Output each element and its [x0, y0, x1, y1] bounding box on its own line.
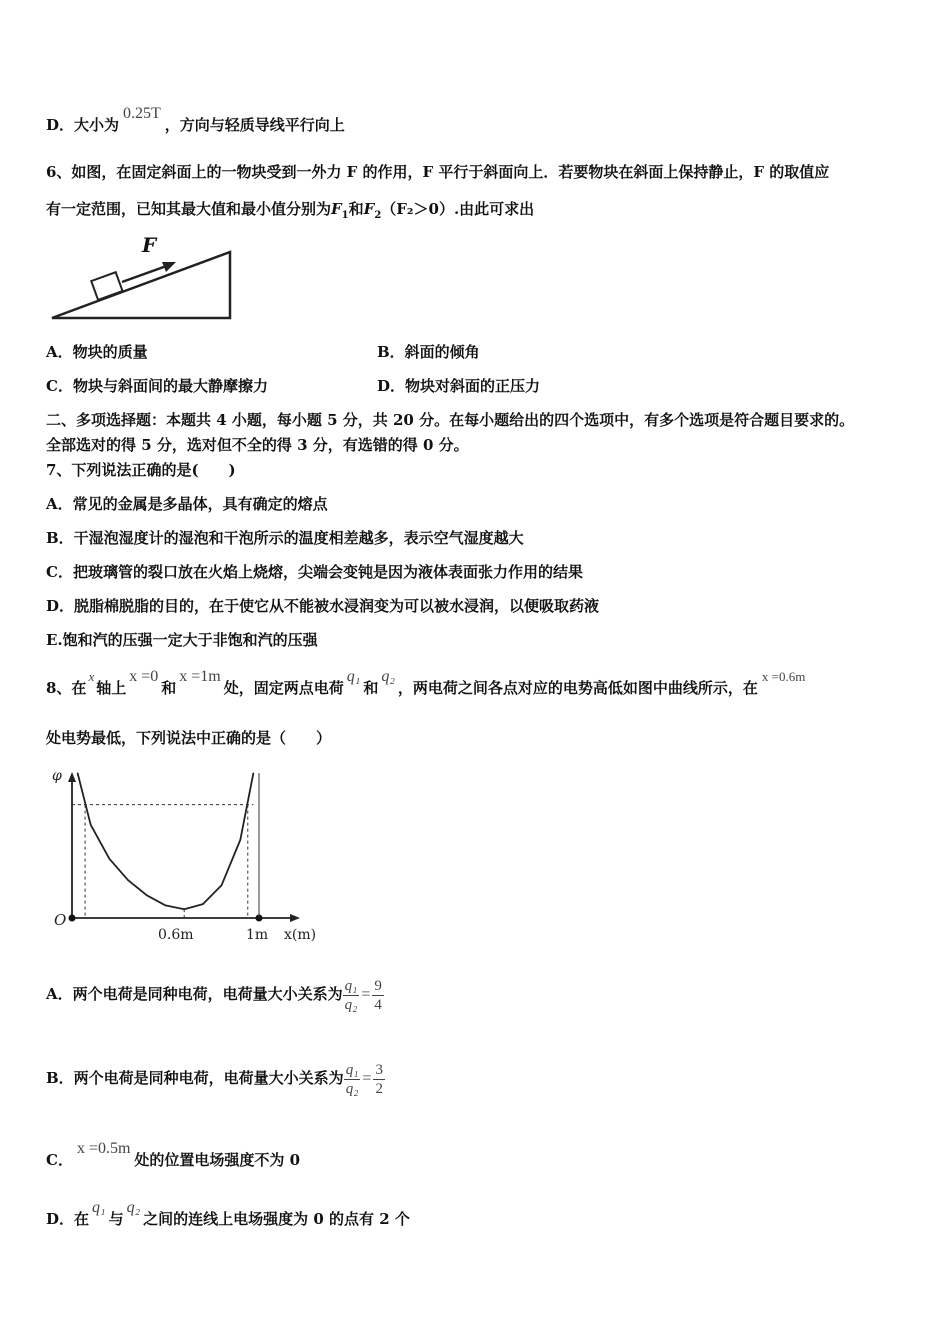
q5-optd-prefix: D．大小为	[46, 116, 120, 134]
q8-mx0: x =0	[129, 668, 159, 685]
q8-s4: 处，固定两点电荷	[223, 679, 344, 697]
q8-opta-frac-r	[372, 977, 384, 1014]
q8-s5: 和	[363, 679, 379, 697]
q8-option-d	[46, 1199, 410, 1230]
q6-option-a: A．物块的质量	[46, 343, 148, 361]
force-label: F	[142, 233, 157, 257]
q7-option-a: A．常见的金属是多晶体，具有确定的熔点	[46, 495, 328, 513]
q8-optb-num: q₁	[345, 1061, 359, 1078]
q5-optd-suffix: ，方向与轻质导线平行向上	[164, 116, 345, 134]
q6-f1: F	[331, 200, 342, 218]
q6-and: 和	[348, 200, 364, 218]
q8-s3: 和	[161, 679, 177, 697]
curve-point	[165, 905, 166, 906]
q8-optb-frac-q	[344, 1061, 361, 1098]
q6-option-c: C．物块与斜面间的最大静摩擦力	[46, 377, 268, 395]
q6-stem-line2	[46, 199, 534, 226]
q7-option-d: D．脱脂棉脱脂的目的，在于使它从不能被水浸润变为可以被水浸润，以便吸取药液	[46, 597, 600, 615]
q8-s6: ，两电荷之间各点对应的电势高低如图中曲线所示，在	[397, 679, 758, 697]
q7-option-e: E.饱和汽的压强一定大于非饱和汽的压强	[46, 631, 318, 649]
x-axis-label: x(m)	[284, 927, 317, 943]
tick-label-1m: 1m	[246, 927, 269, 943]
q8-optb-frac-r	[373, 1061, 385, 1098]
q8-optc-label: C．	[46, 1151, 73, 1169]
q6-option-b: B．斜面的倾角	[377, 343, 480, 361]
section2-line1: 二、多项选择题：本题共 4 小题，每小题 5 分，共 20 分。在每小题给出的四个选项中，有多个选项是符合题目要求的。	[46, 411, 855, 429]
q8-s2: 轴上	[96, 679, 127, 697]
q6-end: .由此可求出	[453, 200, 535, 218]
q6-line2-a: 有一定范围，已知其最大值和最小值分别为	[46, 200, 332, 218]
q6-f2-sub: 2	[374, 210, 382, 221]
q7-option-b: B．干湿泡湿度计的湿泡和干泡所示的温度相差越多，表示空气湿度越大	[46, 529, 524, 547]
q8-opta-rnum: 9	[374, 977, 382, 994]
q8-optd-label: D．在	[46, 1210, 90, 1228]
q8-optb-den: q₂	[345, 1080, 359, 1097]
q6-paren: （F₂＞0）	[381, 200, 454, 218]
incline-triangle	[52, 252, 230, 318]
potential-chart	[44, 764, 334, 950]
curve-point	[90, 824, 91, 825]
q8-optb-text: B．两个电荷是同种电荷，电荷量大小关系为	[46, 1069, 344, 1087]
chart-dynamic-layer	[72, 773, 259, 919]
charge-point-origin	[69, 915, 76, 922]
potential-curve	[78, 773, 254, 909]
q8-optc-math: x =0.5m	[76, 1140, 131, 1157]
q6-f1-sub: 1	[341, 210, 349, 221]
curve-point	[240, 839, 241, 840]
block	[91, 272, 122, 300]
q8-optb-eq: =	[362, 1070, 372, 1087]
q8-opta-frac-q	[343, 977, 360, 1014]
x-axis-arrow-icon	[290, 914, 300, 922]
q8-opta-eq: =	[361, 986, 371, 1003]
q7-option-c: C．把玻璃管的裂口放在火焰上烧熔，尖端会变钝是因为液体表面张力作用的结果	[46, 563, 583, 581]
force-arrowhead-icon	[162, 262, 176, 272]
incline-figure	[44, 232, 236, 324]
q8-s1: 8、在	[46, 679, 87, 697]
tick-label-0-6m: 0.6m	[158, 927, 194, 943]
curve-point	[146, 895, 147, 896]
q8-opta-num: q₁	[344, 977, 358, 994]
q8-optb-rden: 2	[375, 1080, 383, 1097]
q8-opta-text: A．两个电荷是同种电荷，电荷量大小关系为	[46, 985, 343, 1003]
q5-optd-value: 0.25T	[123, 105, 161, 122]
q8-option-c	[46, 1140, 301, 1171]
curve-point	[128, 880, 129, 881]
q8-mx06: x =0.6m	[761, 669, 806, 684]
curve-point	[109, 858, 110, 859]
q8-option-b	[46, 1058, 385, 1099]
q7-stem: 7、下列说法正确的是( )	[46, 461, 236, 479]
curve-point	[253, 773, 254, 774]
q8-optd-mid: 与	[108, 1210, 124, 1228]
q8-opta-den: q₂	[344, 996, 358, 1013]
q8-opta-rden: 4	[374, 996, 382, 1013]
q8-optd-q1: q₁	[92, 1199, 106, 1216]
q8-mq2: q₂	[381, 668, 395, 685]
q8-stem-line1	[46, 668, 806, 699]
q8-optb-rnum: 3	[375, 1061, 383, 1078]
curve-point	[221, 885, 222, 886]
q8-stem-line2: 处电势最低，下列说法中正确的是（ ）	[46, 729, 332, 747]
q8-option-a	[46, 974, 384, 1015]
curve-point	[77, 773, 78, 774]
q8-mx1: x =1m	[179, 668, 221, 685]
q5-option-d	[46, 105, 345, 136]
q8-optc-text: 处的位置电场强度不为 0	[134, 1151, 301, 1169]
y-axis-arrow-icon	[68, 772, 76, 782]
q8-mq1: q₁	[346, 668, 361, 685]
q8-optd-text: 之间的连线上电场强度为 0 的点有 2 个	[143, 1210, 410, 1228]
q8-optd-q2: q₂	[126, 1199, 141, 1216]
q6-stem-line1: 6、如图，在固定斜面上的一物块受到一外力 F 的作用，F 平行于斜面向上．若要物块在斜面上保持静止，F 的取值应	[46, 163, 830, 181]
section2-line2: 全部选对的得 5 分，选对但不全的得 3 分，有选错的得 0 分。	[46, 436, 469, 454]
curve-point	[202, 904, 203, 905]
q8-mx: x	[88, 669, 95, 684]
y-axis-label: φ	[52, 768, 62, 784]
origin-label: O	[54, 911, 67, 929]
q6-option-d: D．物块对斜面的正压力	[377, 377, 541, 395]
q6-f2: F	[363, 200, 375, 218]
